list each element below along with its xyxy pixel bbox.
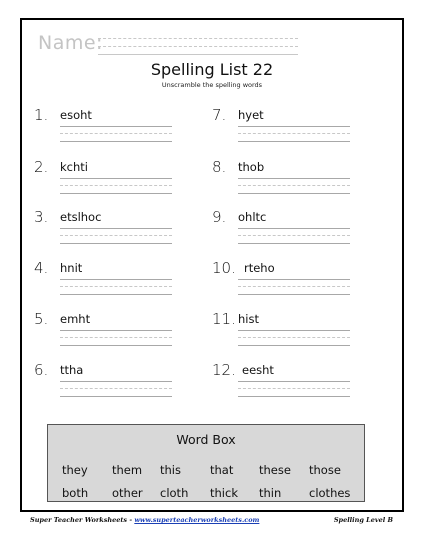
item-number: 9.	[212, 208, 227, 226]
scrambled-word: thob	[238, 160, 265, 174]
answer-midline	[238, 133, 350, 134]
scrambled-word: rteho	[244, 261, 275, 275]
list-item	[34, 361, 184, 401]
name-line	[98, 46, 298, 47]
answer-midline	[238, 337, 350, 338]
answer-midline	[238, 235, 350, 236]
answer-baseline	[238, 141, 350, 142]
scrambled-word: eesht	[242, 363, 274, 377]
scrambled-word: ohltc	[238, 210, 267, 224]
word-box-word: this	[160, 463, 181, 477]
answer-baseline	[60, 193, 172, 194]
footer-website-link[interactable]: www.superteacherworksheets.com	[134, 516, 260, 524]
scrambled-word: ttha	[60, 363, 84, 377]
list-item	[212, 106, 362, 146]
answer-line[interactable]	[238, 279, 350, 280]
list-item	[212, 310, 362, 350]
answer-line[interactable]	[60, 381, 172, 382]
item-number: 7.	[212, 106, 227, 124]
answer-midline	[60, 133, 172, 134]
item-number: 2.	[34, 158, 49, 176]
answer-baseline	[60, 243, 172, 244]
answer-line[interactable]	[238, 126, 350, 127]
footer-credit-text: Super Teacher Worksheets -	[30, 516, 135, 524]
answer-baseline	[60, 294, 172, 295]
name-line	[98, 54, 298, 55]
worksheet-title: Spelling List 22	[150, 60, 274, 79]
scrambled-word: hnit	[60, 261, 83, 275]
item-number: 12.	[212, 361, 236, 379]
word-box-word: other	[112, 486, 143, 500]
item-number: 5.	[34, 310, 49, 328]
name-label: Name:	[38, 32, 103, 54]
word-box-word: those	[309, 463, 341, 477]
answer-baseline	[238, 345, 350, 346]
answer-line[interactable]	[60, 279, 172, 280]
answer-midline	[60, 337, 172, 338]
answer-line[interactable]	[238, 381, 350, 382]
item-number: 1.	[34, 106, 49, 124]
word-box-word: they	[62, 463, 88, 477]
answer-midline	[60, 388, 172, 389]
item-number: 4.	[34, 259, 49, 277]
word-box	[47, 424, 365, 502]
answer-baseline	[60, 345, 172, 346]
answer-line[interactable]	[238, 178, 350, 179]
answer-baseline	[60, 396, 172, 397]
list-item	[212, 208, 362, 248]
word-box-word: thin	[259, 486, 282, 500]
answer-line[interactable]	[60, 330, 172, 331]
answer-line[interactable]	[60, 228, 172, 229]
answer-midline	[60, 185, 172, 186]
list-item	[34, 259, 184, 299]
answer-line[interactable]	[60, 126, 172, 127]
answer-midline	[60, 286, 172, 287]
word-box-word: that	[210, 463, 234, 477]
answer-baseline	[238, 294, 350, 295]
word-box-word: these	[259, 463, 291, 477]
item-number: 10.	[212, 259, 236, 277]
worksheet-frame	[20, 18, 404, 512]
list-item	[34, 310, 184, 350]
answer-midline	[238, 388, 350, 389]
item-number: 11.	[212, 310, 236, 328]
item-number: 3.	[34, 208, 49, 226]
answer-line[interactable]	[238, 228, 350, 229]
footer-credit	[30, 516, 259, 524]
answer-midline	[238, 286, 350, 287]
word-box-word: cloth	[160, 486, 189, 500]
word-box-word: them	[112, 463, 143, 477]
answer-line[interactable]	[238, 330, 350, 331]
list-item	[212, 361, 362, 401]
word-box-word: thick	[210, 486, 238, 500]
item-number: 8.	[212, 158, 227, 176]
list-item	[212, 259, 362, 299]
answer-line[interactable]	[60, 178, 172, 179]
scrambled-word: hist	[238, 312, 259, 326]
word-box-title: Word Box	[176, 432, 236, 447]
item-number: 6.	[34, 361, 49, 379]
word-box-word: both	[62, 486, 89, 500]
answer-baseline	[238, 193, 350, 194]
name-field[interactable]	[38, 34, 298, 56]
word-box-word: clothes	[309, 486, 351, 500]
worksheet-subtitle: Unscramble the spelling words	[161, 81, 263, 89]
scrambled-word: kchti	[60, 160, 88, 174]
answer-baseline	[60, 141, 172, 142]
list-item	[34, 208, 184, 248]
scrambled-word: emht	[60, 312, 91, 326]
answer-baseline	[238, 243, 350, 244]
answer-midline	[238, 185, 350, 186]
list-item	[212, 158, 362, 198]
answer-midline	[60, 235, 172, 236]
name-line	[98, 38, 298, 39]
list-item	[34, 158, 184, 198]
scrambled-word: hyet	[238, 108, 264, 122]
footer-level: Spelling Level B	[333, 516, 393, 524]
list-item	[34, 106, 184, 146]
scrambled-word: esoht	[60, 108, 92, 122]
answer-baseline	[238, 396, 350, 397]
scrambled-word: etslhoc	[60, 210, 102, 224]
